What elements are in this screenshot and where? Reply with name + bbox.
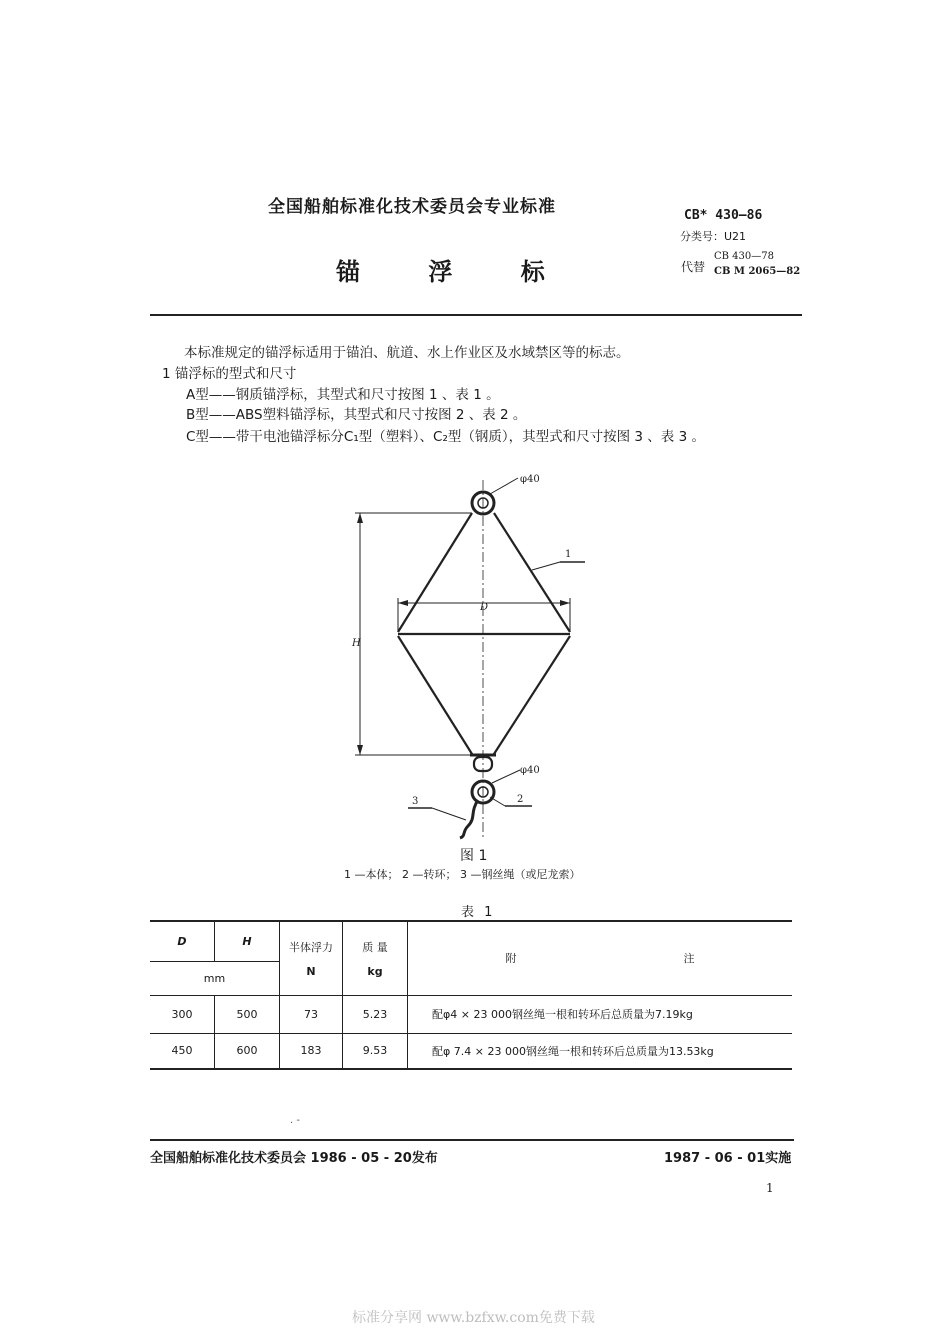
header-note-a: 附 xyxy=(505,952,517,966)
label-h: H xyxy=(352,638,361,649)
header-buoyancy xyxy=(280,921,343,995)
replaces-standard-2: CB M 2065—82 xyxy=(714,266,801,277)
label-part-3: 3 xyxy=(412,796,419,807)
label-part-2: 2 xyxy=(517,794,524,805)
classification-number: 分类号：U21 xyxy=(680,230,747,243)
figure-caption: 图 1 xyxy=(460,848,488,864)
cell-d: 450 xyxy=(150,1033,215,1069)
header-note xyxy=(408,921,793,995)
label-phi40-bottom: φ40 xyxy=(520,765,540,776)
stray-mark: . - xyxy=(290,1115,300,1126)
issue-date: 全国船舶标准化技术委员会 1986 - 05 - 20发布 xyxy=(150,1151,438,1166)
header-unit-mm: mm xyxy=(150,961,280,995)
header-mass-label: 质 量 xyxy=(362,940,388,954)
cell-note: 配φ4 × 23 000钢丝绳一根和转环后总质量为7.19kg xyxy=(432,1008,693,1021)
leader-1 xyxy=(532,562,560,570)
leader-phi40-bottom xyxy=(492,770,520,783)
cell-note: 配φ 7.4 × 23 000钢丝绳一根和转环后总质量为13.53kg xyxy=(432,1044,714,1058)
document-title: 锚 浮 标 xyxy=(336,258,575,286)
h-arrow-top xyxy=(357,513,363,523)
cell-d: 300 xyxy=(150,995,215,1033)
cell-kg: 5.23 xyxy=(343,995,408,1033)
header-h: H xyxy=(215,921,280,961)
header-unit-n: N xyxy=(306,964,316,978)
header-buoyancy-label: 半体浮力 xyxy=(289,940,333,954)
h-arrow-bottom xyxy=(357,745,363,755)
header-d: D xyxy=(150,921,215,961)
lower-cone-left-edge xyxy=(398,636,472,754)
type-a-paragraph: A型——钢质锚浮标，其型式和尺寸按图 1 、表 1 。 xyxy=(186,387,500,403)
header-note-b: 注 xyxy=(683,952,695,966)
watermark: 标准分享网 www.bzfxw.com免费下载 xyxy=(352,1310,595,1326)
cell-kg: 9.53 xyxy=(343,1033,408,1069)
label-phi40-top: φ40 xyxy=(520,474,540,485)
intro-paragraph: 本标准规定的锚浮标适用于锚泊、航道、水上作业区及水域禁区等的标志。 xyxy=(184,345,630,361)
cell-h: 500 xyxy=(215,995,280,1033)
cell-h: 600 xyxy=(215,1033,280,1069)
replaces-label: 代替 xyxy=(681,260,706,274)
d-arrow-right xyxy=(560,600,570,606)
effective-date: 1987 - 06 - 01实施 xyxy=(664,1151,792,1166)
standard-code: CB* 430—86 xyxy=(684,208,763,223)
org-title: 全国船舶标准化技术委员会专业标准 xyxy=(268,197,556,217)
header-unit-kg: kg xyxy=(367,964,383,978)
footer-rule xyxy=(150,1139,794,1141)
lower-cone-right-edge xyxy=(494,636,570,754)
table-title: 表 1 xyxy=(461,905,496,920)
header-mass xyxy=(343,921,408,995)
leader-phi40-top xyxy=(490,478,518,494)
figure-legend: 1 —本体； 2 —转环； 3 —钢丝绳（或尼龙索） xyxy=(344,868,581,881)
leader-2 xyxy=(490,797,505,806)
replaces-standard-1: CB 430—78 xyxy=(714,251,774,262)
table-1 xyxy=(150,920,792,1070)
leader-3 xyxy=(432,808,466,820)
cell-n: 183 xyxy=(280,1033,343,1069)
page-number: 1 xyxy=(766,1181,774,1195)
table-row xyxy=(150,1033,792,1069)
upper-cone-left-edge xyxy=(398,513,472,632)
section-1-heading: 1 锚浮标的型式和尺寸 xyxy=(162,366,297,382)
label-d: D xyxy=(480,602,489,613)
type-c-paragraph: C型——带干电池锚浮标分C₁型（塑料）、C₂型（钢质），其型式和尺寸按图 3 、表 3 。 xyxy=(186,429,705,445)
cell-n: 73 xyxy=(280,995,343,1033)
d-arrow-left xyxy=(398,600,408,606)
upper-cone-right-edge xyxy=(494,513,570,632)
table-row xyxy=(150,995,792,1033)
type-b-paragraph: B型——ABS塑料锚浮标，其型式和尺寸按图 2 、表 2 。 xyxy=(186,407,527,423)
label-part-1: 1 xyxy=(565,549,572,560)
